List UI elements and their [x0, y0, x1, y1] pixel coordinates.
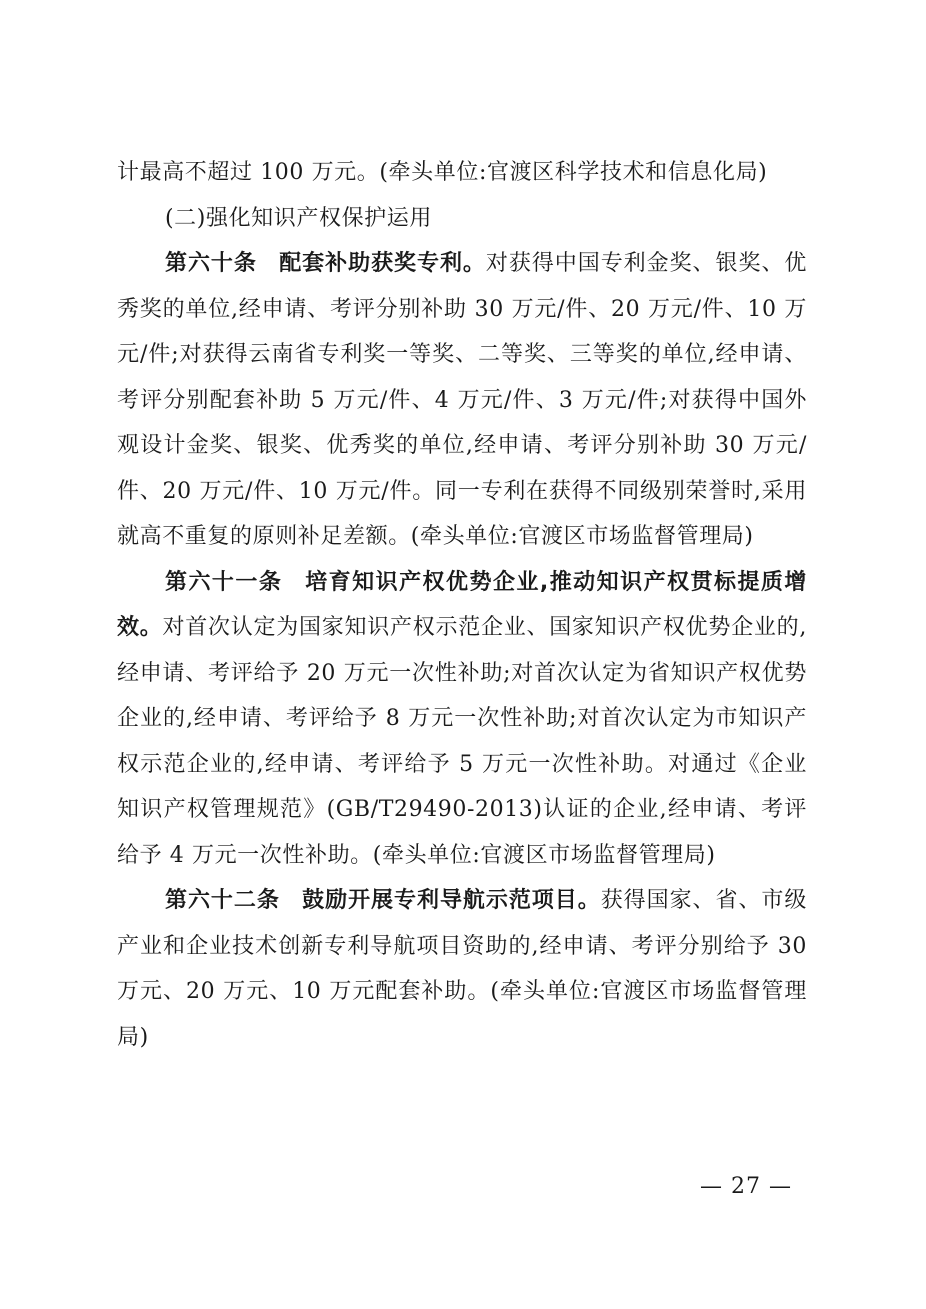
- article-body: 对获得中国专利金奖、银奖、优秀奖的单位,经申请、考评分别补助 30 万元/件、20 万元/件、10 万元/件;对获得云南省专利奖一等奖、二等奖、三等奖的单位,经申请、考评分别配套补助 5 万元/件、4 万元/件、3 万元/件;对获得中国外观设计金奖、银奖、优秀奖的单位,经申请、考评分别补助 30 万元/件、20 万元/件、10 万元/件。同一专利在获得不同级别荣誉时,采用就高不重复的原则补足差额。(牵头单位:官渡区市场监督管理局): [117, 251, 808, 549]
- article-number: 第六十条: [165, 251, 257, 276]
- section-heading: [117, 196, 807, 242]
- article-body: 对首次认定为国家知识产权示范企业、国家知识产权优势企业的,经申请、考评给予 20 万元一次性补助;对首次认定为省知识产权优势企业的,经申请、考评给予 8 万元一次性补助;对首次认定为市知识产权示范企业的,经申请、考评给予 5 万元一次性补助。对通过《企业知识产权管理规范》(GB/T29490-2013)认证的企业,经申请、考评给予 4 万元一次性补助。(牵头单位:官渡区市场监督管理局): [117, 615, 807, 868]
- article-title: 配套补助获奖专利。: [278, 251, 486, 276]
- article-body: 获得国家、省、市级产业和企业技术创新专利导航项目资助的,经申请、考评分别给予 30 万元、20 万元、10 万元配套补助。(牵头单位:官渡区市场监督管理局): [117, 888, 807, 1050]
- page-number: — 27 —: [700, 1174, 792, 1199]
- section-heading-text: (二)强化知识产权保护运用: [165, 205, 432, 231]
- intro-text: 计最高不超过 100 万元。(牵头单位:官渡区科学技术和信息化局): [117, 160, 768, 185]
- intro-paragraph: [117, 150, 807, 196]
- article-60: [117, 241, 807, 560]
- article-title: 培育知识产权优势企业,推动知识产权贯标提质增效。: [117, 569, 807, 640]
- article-62: [117, 878, 807, 1060]
- document-body: [117, 150, 807, 1060]
- article-number: 第六十一条: [165, 569, 283, 595]
- article-title: 鼓励开展专利导航示范项目。: [301, 888, 601, 913]
- article-number: 第六十二条: [165, 888, 280, 913]
- article-61: [117, 560, 807, 879]
